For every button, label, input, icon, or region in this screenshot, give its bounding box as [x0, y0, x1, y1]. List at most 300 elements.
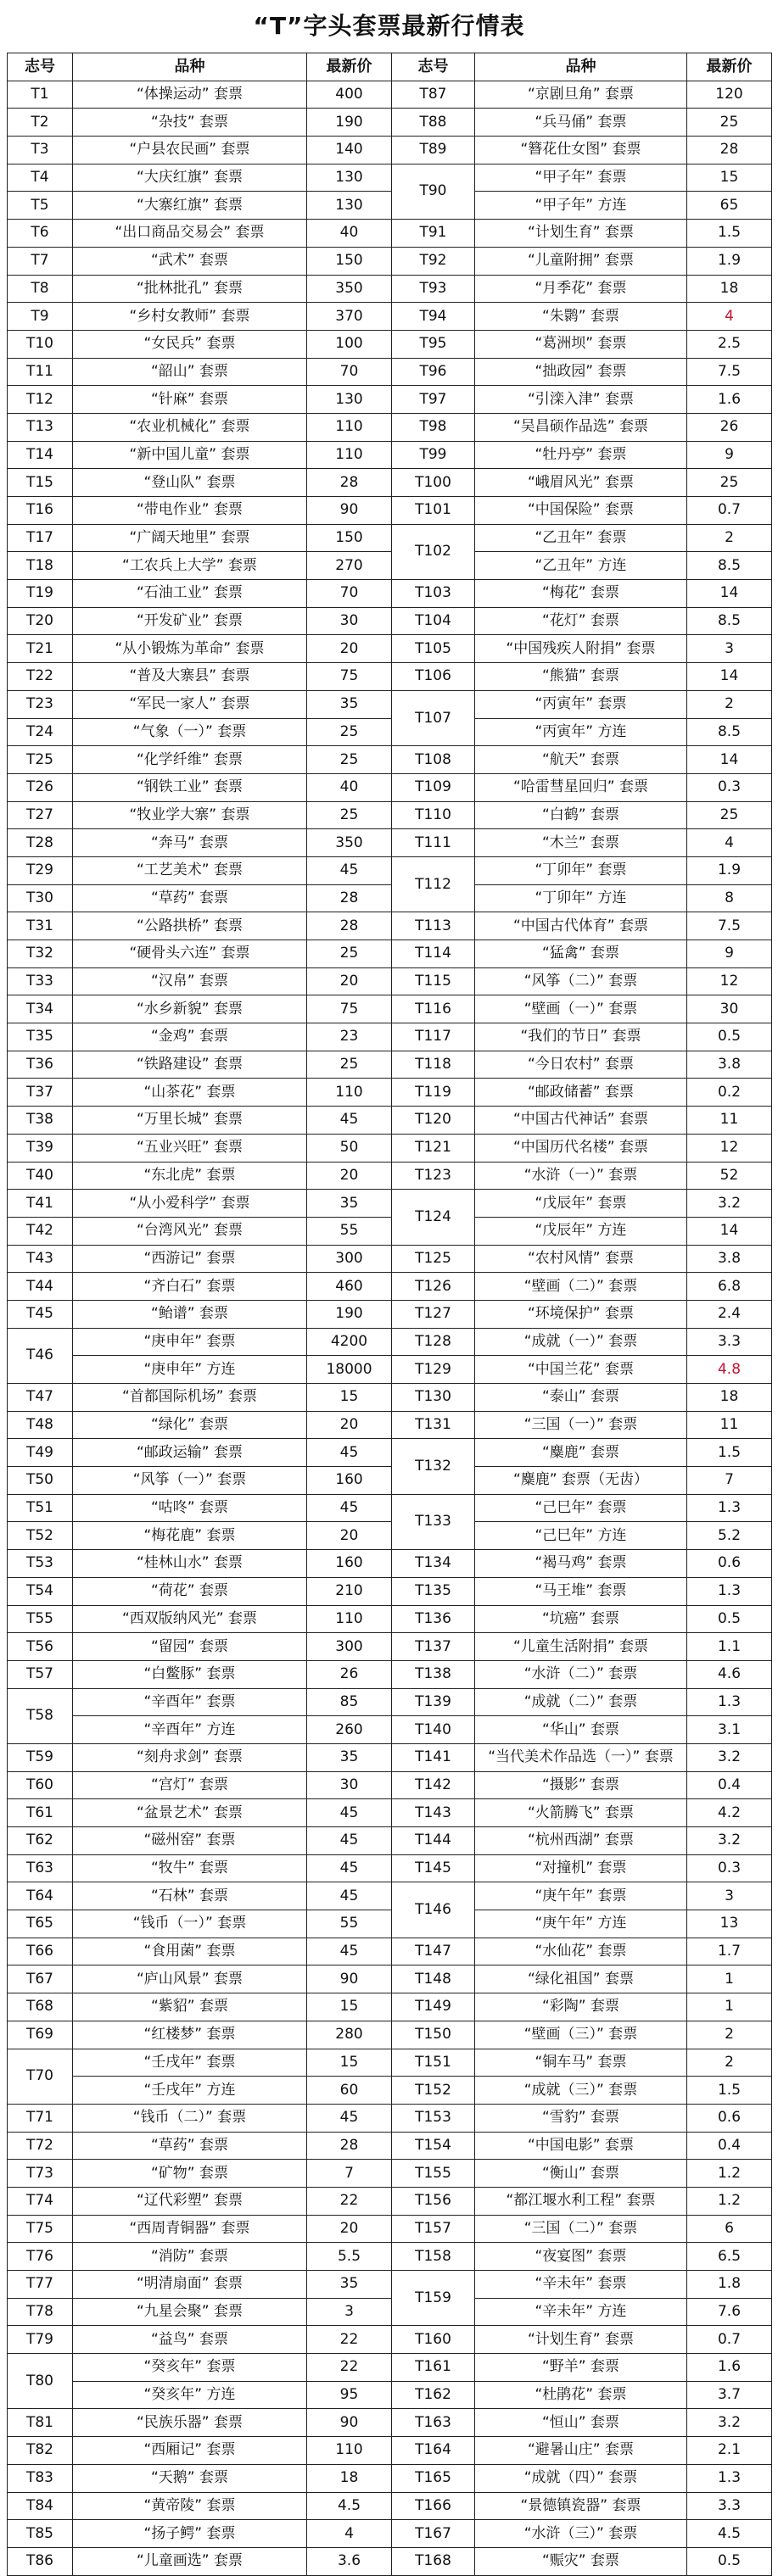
stamp-code-right: T109 [392, 773, 475, 801]
stamp-code-right: T121 [392, 1134, 475, 1162]
stamp-name-right: “猛禽” 套票 [475, 940, 687, 968]
table-row [8, 1550, 772, 1578]
stamp-price: 28 [307, 884, 392, 912]
stamp-code: T86 [8, 2547, 73, 2575]
table-row [8, 2104, 772, 2132]
stamp-code: T60 [8, 1771, 73, 1799]
stamp-price: 4.5 [307, 2492, 392, 2520]
stamp-price-right: 2 [687, 690, 772, 718]
stamp-name: “批林批孔” 套票 [73, 275, 307, 303]
stamp-code-right: T148 [392, 1965, 475, 1993]
stamp-name: “钱币（一）” 套票 [73, 1910, 307, 1938]
stamp-code-right: T136 [392, 1605, 475, 1633]
stamp-code: T28 [8, 829, 73, 857]
stamp-name: “工艺美术” 套票 [73, 856, 307, 884]
stamp-name-right: “三国（一）” 套票 [475, 1411, 687, 1439]
stamp-price-right: 3.3 [687, 1328, 772, 1356]
stamp-code: T6 [8, 220, 73, 248]
stamp-code-right: T92 [392, 247, 475, 275]
stamp-name-right: “成就（二）” 套票 [475, 1688, 687, 1716]
stamp-price: 5.5 [307, 2243, 392, 2271]
stamp-name: “辽代彩塑” 套票 [73, 2187, 307, 2215]
stamp-code-right: T91 [392, 220, 475, 248]
stamp-code: T32 [8, 940, 73, 968]
stamp-price: 20 [307, 635, 392, 663]
stamp-name: “军民一家人” 套票 [73, 690, 307, 718]
stamp-name-right: “野羊” 套票 [475, 2354, 687, 2382]
stamp-price: 130 [307, 386, 392, 414]
stamp-price: 25 [307, 718, 392, 746]
stamp-name-right: “赈灾” 套票 [475, 2547, 687, 2575]
header-name: 品种 [73, 53, 307, 81]
stamp-code-right: T146 [392, 1882, 475, 1938]
stamp-name-right: “乙丑年” 方连 [475, 552, 687, 580]
stamp-price: 110 [307, 2437, 392, 2465]
stamp-price-right: 0.3 [687, 1854, 772, 1882]
table-row [8, 1938, 772, 1965]
stamp-name: “东北虎” 套票 [73, 1162, 307, 1190]
stamp-name: “西厢记” 套票 [73, 2437, 307, 2465]
stamp-name-right: “朱鹮” 套票 [475, 303, 687, 331]
stamp-name: “黄帝陵” 套票 [73, 2492, 307, 2520]
stamp-name-right: “辛未年” 套票 [475, 2271, 687, 2299]
table-row [8, 1827, 772, 1855]
table-row [8, 1854, 772, 1882]
stamp-code: T63 [8, 1854, 73, 1882]
stamp-price: 260 [307, 1716, 392, 1744]
table-row [8, 1245, 772, 1273]
stamp-name: “台湾风光” 套票 [73, 1217, 307, 1245]
stamp-code: T85 [8, 2520, 73, 2548]
header-code-right: 志号 [392, 53, 475, 81]
stamp-price-right: 4.8 [687, 1356, 772, 1384]
table-row [8, 2298, 772, 2326]
price-table [7, 53, 772, 2576]
stamp-price: 350 [307, 275, 392, 303]
stamp-name: “癸亥年” 套票 [73, 2354, 307, 2382]
stamp-name-right: “泰山” 套票 [475, 1384, 687, 1412]
stamp-name: “刻舟求剑” 套票 [73, 1743, 307, 1771]
stamp-price-right: 11 [687, 1411, 772, 1439]
header-price: 最新价 [307, 53, 392, 81]
stamp-price-right: 8.5 [687, 718, 772, 746]
stamp-code: T1 [8, 81, 73, 109]
stamp-code-right: T130 [392, 1384, 475, 1412]
stamp-code: T34 [8, 995, 73, 1023]
stamp-code: T31 [8, 912, 73, 940]
stamp-code-right: T166 [392, 2492, 475, 2520]
stamp-price-right: 15 [687, 164, 772, 192]
stamp-name: “普及大寨县” 套票 [73, 663, 307, 691]
stamp-name: “奔马” 套票 [73, 829, 307, 857]
stamp-code-right: T135 [392, 1577, 475, 1605]
stamp-price-right: 1.3 [687, 1577, 772, 1605]
stamp-price-right: 4 [687, 303, 772, 331]
stamp-name: “磁州窑” 套票 [73, 1827, 307, 1855]
stamp-price: 25 [307, 1051, 392, 1079]
stamp-name: “矿物” 套票 [73, 2160, 307, 2188]
stamp-price: 3 [307, 2298, 392, 2326]
stamp-code-right: T89 [392, 137, 475, 164]
stamp-name-right: “杜鹃花” 套票 [475, 2381, 687, 2409]
table-row [8, 856, 772, 884]
table-row [8, 1328, 772, 1356]
stamp-name-right: “环境保护” 套票 [475, 1300, 687, 1328]
stamp-name-right: “雪豹” 套票 [475, 2104, 687, 2132]
stamp-price: 35 [307, 690, 392, 718]
stamp-name-right: “景德镇瓷器” 套票 [475, 2492, 687, 2520]
stamp-price: 15 [307, 1993, 392, 2021]
stamp-code: T55 [8, 1605, 73, 1633]
table-row [8, 2077, 772, 2105]
stamp-name: “扬子鳄” 套票 [73, 2520, 307, 2548]
table-row [8, 1688, 772, 1716]
stamp-code: T76 [8, 2243, 73, 2271]
stamp-code-right: T126 [392, 1273, 475, 1301]
stamp-code-right: T145 [392, 1854, 475, 1882]
stamp-price: 40 [307, 220, 392, 248]
stamp-price-right: 25 [687, 801, 772, 829]
stamp-name: “留园” 套票 [73, 1633, 307, 1661]
table-row [8, 2547, 772, 2575]
stamp-code-right: T155 [392, 2160, 475, 2188]
table-body [8, 81, 772, 2575]
stamp-name: “从小锻炼为革命” 套票 [73, 635, 307, 663]
table-row [8, 192, 772, 220]
stamp-price: 160 [307, 1467, 392, 1495]
table-row [8, 413, 772, 441]
stamp-price: 45 [307, 2104, 392, 2132]
table-row [8, 1716, 772, 1744]
stamp-code-right: T101 [392, 497, 475, 525]
table-row [8, 2160, 772, 2188]
stamp-price-right: 7 [687, 1467, 772, 1495]
stamp-name-right: “绿化祖国” 套票 [475, 1965, 687, 1993]
stamp-name-right: “庚午年” 方连 [475, 1910, 687, 1938]
table-row [8, 1300, 772, 1328]
header-code: 志号 [8, 53, 73, 81]
stamp-name-right: “风筝（二）” 套票 [475, 967, 687, 995]
stamp-price-right: 14 [687, 580, 772, 608]
stamp-price-right: 2.4 [687, 1300, 772, 1328]
stamp-code: T33 [8, 967, 73, 995]
stamp-code-right: T161 [392, 2354, 475, 2382]
stamp-code: T42 [8, 1217, 73, 1245]
stamp-code-right: T139 [392, 1688, 475, 1716]
stamp-code: T75 [8, 2215, 73, 2243]
stamp-price-right: 65 [687, 192, 772, 220]
stamp-name: “邮政运输” 套票 [73, 1439, 307, 1467]
stamp-code-right: T119 [392, 1079, 475, 1107]
stamp-price: 150 [307, 524, 392, 552]
table-row [8, 552, 772, 580]
stamp-price: 110 [307, 413, 392, 441]
stamp-name: “草药” 套票 [73, 884, 307, 912]
stamp-name: “癸亥年” 方连 [73, 2381, 307, 2409]
stamp-price: 30 [307, 1771, 392, 1799]
table-row [8, 829, 772, 857]
stamp-price-right: 3.2 [687, 1190, 772, 1218]
stamp-code-right: T112 [392, 856, 475, 912]
stamp-code: T64 [8, 1882, 73, 1910]
stamp-name: “化学纤维” 套票 [73, 746, 307, 774]
stamp-price-right: 0.4 [687, 2132, 772, 2160]
stamp-price: 110 [307, 1605, 392, 1633]
stamp-price: 130 [307, 192, 392, 220]
stamp-price: 45 [307, 1827, 392, 1855]
stamp-name: “户县农民画” 套票 [73, 137, 307, 164]
stamp-price-right: 1.3 [687, 2464, 772, 2492]
stamp-name-right: “成就（一）” 套票 [475, 1328, 687, 1356]
stamp-name-right: “丙寅年” 方连 [475, 718, 687, 746]
stamp-code-right: T160 [392, 2326, 475, 2354]
stamp-code-right: T111 [392, 829, 475, 857]
stamp-price: 18 [307, 2464, 392, 2492]
table-row [8, 635, 772, 663]
stamp-code: T46 [8, 1328, 73, 1383]
stamp-name-right: “壁画（一）” 套票 [475, 995, 687, 1023]
stamp-price: 28 [307, 469, 392, 497]
stamp-code: T49 [8, 1439, 73, 1467]
stamp-price: 40 [307, 773, 392, 801]
stamp-code-right: T142 [392, 1771, 475, 1799]
stamp-code-right: T157 [392, 2215, 475, 2243]
stamp-code-right: T138 [392, 1660, 475, 1688]
stamp-name: “食用菌” 套票 [73, 1938, 307, 1965]
table-row [8, 247, 772, 275]
stamp-code-right: T94 [392, 303, 475, 331]
stamp-price-right: 13 [687, 1910, 772, 1938]
stamp-price-right: 0.5 [687, 1023, 772, 1051]
stamp-code: T23 [8, 690, 73, 718]
stamp-code-right: T168 [392, 2547, 475, 2575]
table-row [8, 2409, 772, 2437]
table-row [8, 386, 772, 414]
stamp-name-right: “戊辰年” 套票 [475, 1190, 687, 1218]
stamp-name-right: “簪花仕女图” 套票 [475, 137, 687, 164]
stamp-code-right: T120 [392, 1107, 475, 1135]
stamp-name-right: “花灯” 套票 [475, 607, 687, 635]
stamp-code: T43 [8, 1245, 73, 1273]
stamp-name-right: “丙寅年” 套票 [475, 690, 687, 718]
stamp-price-right: 7.5 [687, 912, 772, 940]
stamp-price-right: 3.2 [687, 1827, 772, 1855]
stamp-name: “荷花” 套票 [73, 1577, 307, 1605]
stamp-name-right: “摄影” 套票 [475, 1771, 687, 1799]
stamp-code-right: T108 [392, 746, 475, 774]
table-row [8, 1577, 772, 1605]
stamp-code: T68 [8, 1993, 73, 2021]
table-row [8, 1494, 772, 1522]
stamp-price: 7 [307, 2160, 392, 2188]
table-row [8, 330, 772, 358]
stamp-price: 28 [307, 912, 392, 940]
stamp-name-right: “中国保险” 套票 [475, 497, 687, 525]
stamp-name-right: “丁卯年” 套票 [475, 856, 687, 884]
stamp-code: T66 [8, 1938, 73, 1965]
stamp-code: T67 [8, 1965, 73, 1993]
stamp-name: “韶山” 套票 [73, 358, 307, 386]
table-row [8, 912, 772, 940]
stamp-code: T19 [8, 580, 73, 608]
stamp-price: 45 [307, 1439, 392, 1467]
stamp-name: “紫貂” 套票 [73, 1993, 307, 2021]
stamp-price-right: 4.2 [687, 1799, 772, 1827]
table-row [8, 303, 772, 331]
stamp-name: “民族乐器” 套票 [73, 2409, 307, 2437]
stamp-name-right: “峨眉风光” 套票 [475, 469, 687, 497]
stamp-code-right: T106 [392, 663, 475, 691]
stamp-price-right: 3.2 [687, 1743, 772, 1771]
stamp-code: T78 [8, 2298, 73, 2326]
stamp-price-right: 8.5 [687, 607, 772, 635]
stamp-name-right: “水浒（三）” 套票 [475, 2520, 687, 2548]
stamp-price: 370 [307, 303, 392, 331]
stamp-code: T74 [8, 2187, 73, 2215]
stamp-name-right: “熊猫” 套票 [475, 663, 687, 691]
stamp-code: T24 [8, 718, 73, 746]
stamp-price: 280 [307, 2021, 392, 2049]
table-row [8, 469, 772, 497]
table-row [8, 1910, 772, 1938]
stamp-price: 26 [307, 1660, 392, 1688]
stamp-price-right: 0.7 [687, 497, 772, 525]
stamp-price: 90 [307, 1965, 392, 1993]
stamp-name: “风筝（一）” 套票 [73, 1467, 307, 1495]
stamp-price: 15 [307, 1384, 392, 1412]
table-row [8, 2354, 772, 2382]
stamp-price-right: 1 [687, 1993, 772, 2021]
stamp-name-right: “褐马鸡” 套票 [475, 1550, 687, 1578]
table-row [8, 1356, 772, 1384]
stamp-price-right: 25 [687, 109, 772, 137]
stamp-name: “天鹅” 套票 [73, 2464, 307, 2492]
stamp-price-right: 1.5 [687, 2077, 772, 2105]
table-row [8, 524, 772, 552]
stamp-name-right: “都江堰水利工程” 套票 [475, 2187, 687, 2215]
stamp-price-right: 1.1 [687, 1633, 772, 1661]
stamp-price-right: 25 [687, 469, 772, 497]
stamp-price: 460 [307, 1273, 392, 1301]
stamp-name: “牧业学大寨” 套票 [73, 801, 307, 829]
stamp-code: T16 [8, 497, 73, 525]
stamp-code: T35 [8, 1023, 73, 1051]
stamp-price-right: 14 [687, 663, 772, 691]
stamp-name: “桂林山水” 套票 [73, 1550, 307, 1578]
stamp-price-right: 2 [687, 2049, 772, 2077]
stamp-code: T26 [8, 773, 73, 801]
table-row [8, 1162, 772, 1190]
stamp-code-right: T149 [392, 1993, 475, 2021]
table-row [8, 2326, 772, 2354]
table-row [8, 1799, 772, 1827]
stamp-code-right: T107 [392, 690, 475, 745]
table-row [8, 607, 772, 635]
stamp-name-right: “水浒（一）” 套票 [475, 1162, 687, 1190]
stamp-price-right: 1.5 [687, 220, 772, 248]
table-row [8, 1965, 772, 1993]
table-row [8, 2215, 772, 2243]
stamp-name: “广阔天地里” 套票 [73, 524, 307, 552]
table-row [8, 109, 772, 137]
stamp-price-right: 52 [687, 1162, 772, 1190]
table-row [8, 1023, 772, 1051]
stamp-code: T13 [8, 413, 73, 441]
stamp-code-right: T151 [392, 2049, 475, 2077]
stamp-name-right: “儿童生活附捐” 套票 [475, 1633, 687, 1661]
stamp-name-right: “坑癌” 套票 [475, 1605, 687, 1633]
stamp-code: T47 [8, 1384, 73, 1412]
stamp-name: “石油工业” 套票 [73, 580, 307, 608]
stamp-name: “梅花鹿” 套票 [73, 1522, 307, 1550]
stamp-name: “西周青铜器” 套票 [73, 2215, 307, 2243]
stamp-code-right: T97 [392, 386, 475, 414]
stamp-code: T38 [8, 1107, 73, 1135]
stamp-name-right: “衡山” 套票 [475, 2160, 687, 2188]
stamp-name-right: “火箭腾飞” 套票 [475, 1799, 687, 1827]
stamp-name-right: “壁画（三）” 套票 [475, 2021, 687, 2049]
stamp-code-right: T156 [392, 2187, 475, 2215]
stamp-price: 20 [307, 1411, 392, 1439]
stamp-code-right: T159 [392, 2271, 475, 2326]
stamp-name-right: “白鹤” 套票 [475, 801, 687, 829]
stamp-price: 75 [307, 663, 392, 691]
stamp-name-right: “夜宴图” 套票 [475, 2243, 687, 2271]
table-row [8, 1439, 772, 1467]
table-row [8, 1605, 772, 1633]
stamp-code-right: T162 [392, 2381, 475, 2409]
stamp-name: “牧牛” 套票 [73, 1854, 307, 1882]
header-row [8, 53, 772, 81]
stamp-price: 75 [307, 995, 392, 1023]
stamp-code-right: T164 [392, 2437, 475, 2465]
table-row [8, 1051, 772, 1079]
stamp-code-right: T147 [392, 1938, 475, 1965]
stamp-code: T59 [8, 1743, 73, 1771]
stamp-price: 45 [307, 1799, 392, 1827]
stamp-code: T14 [8, 441, 73, 469]
stamp-name-right: “哈雷彗星回归” 套票 [475, 773, 687, 801]
stamp-name-right: “引滦入津” 套票 [475, 386, 687, 414]
stamp-name-right: “华山” 套票 [475, 1716, 687, 1744]
stamp-name: “开发矿业” 套票 [73, 607, 307, 635]
stamp-price: 20 [307, 1522, 392, 1550]
stamp-code-right: T152 [392, 2077, 475, 2105]
stamp-name: “辛酉年” 套票 [73, 1688, 307, 1716]
stamp-name-right: “彩陶” 套票 [475, 1993, 687, 2021]
stamp-name: “五业兴旺” 套票 [73, 1134, 307, 1162]
stamp-name-right: “拙政园” 套票 [475, 358, 687, 386]
stamp-price: 150 [307, 247, 392, 275]
stamp-name-right: “辛未年” 方连 [475, 2298, 687, 2326]
stamp-price-right: 12 [687, 1134, 772, 1162]
stamp-price-right: 11 [687, 1107, 772, 1135]
stamp-code: T54 [8, 1577, 73, 1605]
stamp-name: “登山队” 套票 [73, 469, 307, 497]
stamp-price: 20 [307, 1162, 392, 1190]
stamp-price: 45 [307, 1854, 392, 1882]
stamp-price-right: 1.3 [687, 1494, 772, 1522]
stamp-price-right: 8 [687, 884, 772, 912]
stamp-code-right: T124 [392, 1190, 475, 1245]
stamp-name-right: “中国兰花” 套票 [475, 1356, 687, 1384]
stamp-code: T48 [8, 1411, 73, 1439]
stamp-name: “体操运动” 套票 [73, 81, 307, 109]
stamp-code-right: T113 [392, 912, 475, 940]
stamp-price-right: 12 [687, 967, 772, 995]
stamp-price: 35 [307, 1190, 392, 1218]
stamp-price-right: 120 [687, 81, 772, 109]
